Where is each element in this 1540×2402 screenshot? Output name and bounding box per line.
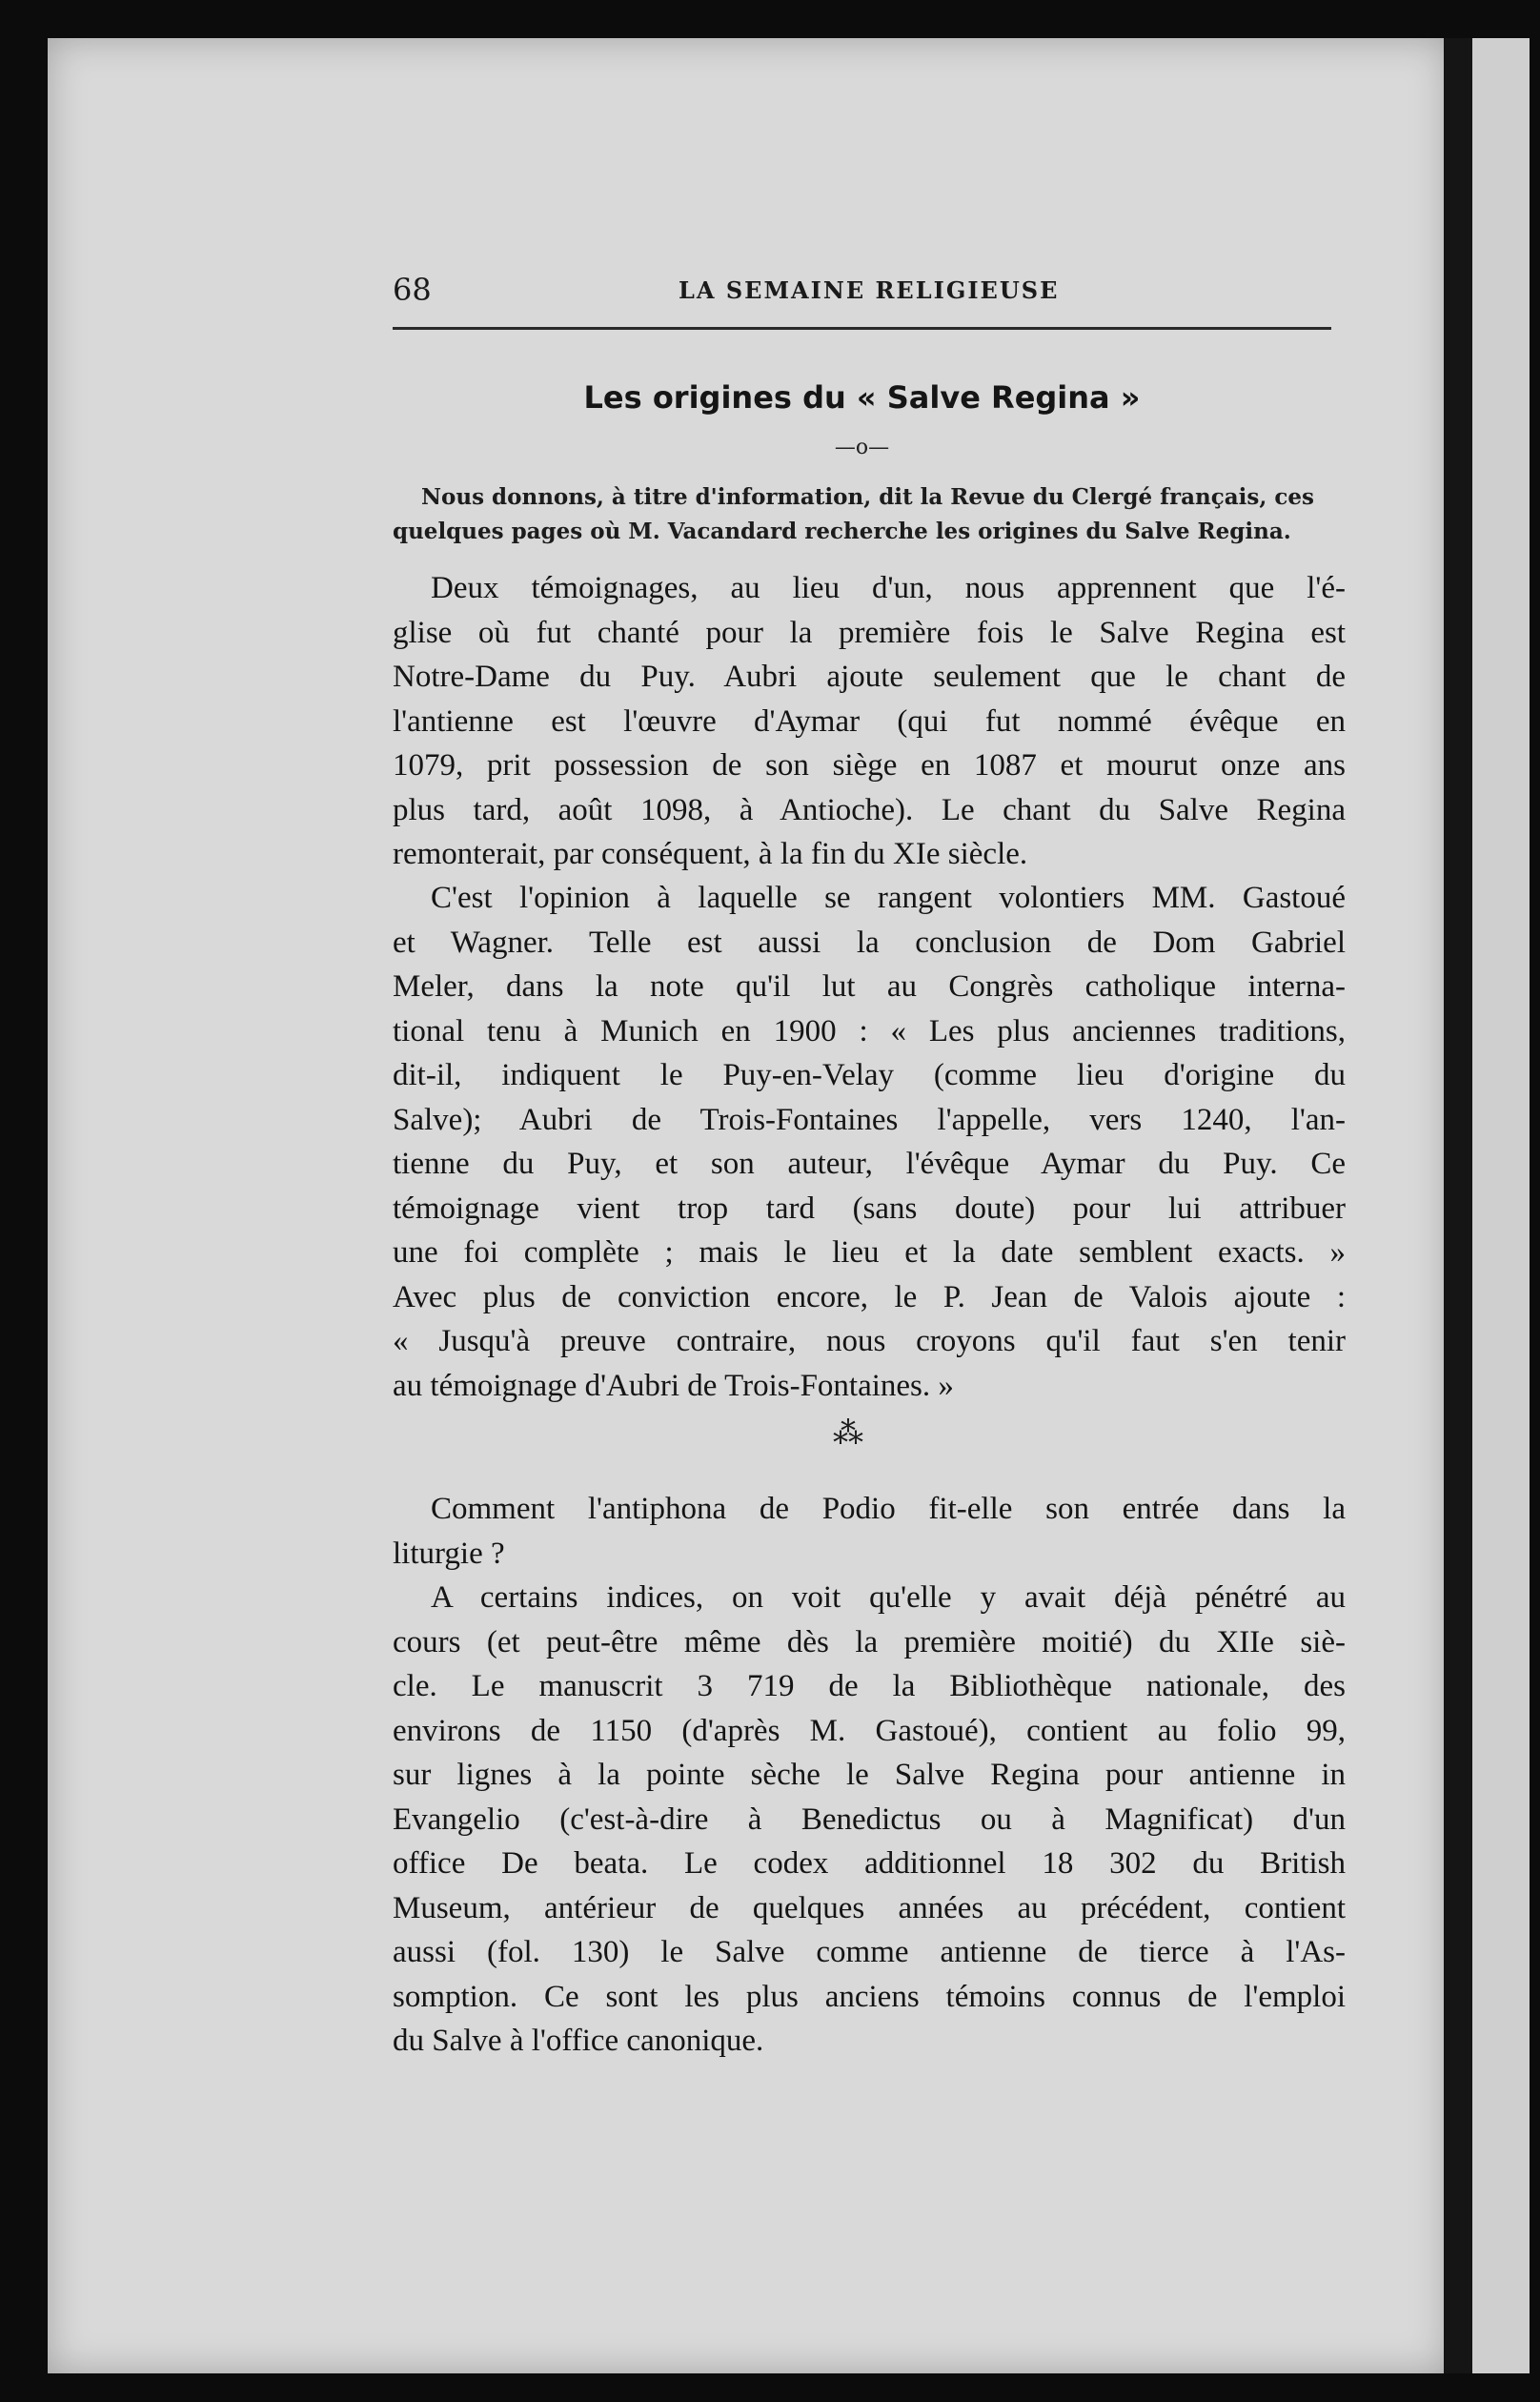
text-line: liturgie ?: [393, 1536, 505, 1571]
text-line: dit-il, indiquent le Puy-en-Velay (comme lieu d'origine du: [393, 1058, 1346, 1092]
title-ornament: —o—: [834, 436, 890, 459]
text-line: Meler, dans la note qu'il lut au Congrès catholique interna-: [393, 969, 1346, 1004]
running-head: LA SEMAINE RELIGIEUSE: [679, 276, 1060, 304]
article-title: Les origines du « Salve Regina »: [583, 379, 1141, 416]
text-line: 1079, prit possession de son siège en 1087 et mourut onze ans: [393, 748, 1346, 783]
intro-line: Nous donnons, à titre d'information, dit la Revue du Clergé français, ces: [421, 484, 1314, 510]
header-rule: [393, 327, 1331, 330]
text-line: Evangelio (c'est-à-dire à Benedictus ou à Magnificat) d'un: [393, 1802, 1346, 1837]
text-line: cours (et peut-être même dès la première moitié) du XIIe siè-: [393, 1624, 1346, 1659]
text-line: une foi complète ; mais le lieu et la date semblent exacts. »: [393, 1235, 1346, 1270]
text-line: office De beata. Le codex additionnel 18 302 du British: [393, 1846, 1346, 1881]
paragraph-4: [393, 1576, 1346, 2064]
text-line: Notre-Dame du Puy. Aubri ajoute seulement que le chant de: [393, 660, 1346, 694]
page-number: 68: [393, 272, 432, 308]
text-line: Deux témoignages, au lieu d'un, nous apprennent que l'é-: [431, 571, 1346, 605]
text-line: glise où fut chanté pour la première fois le Salve Regina est: [393, 615, 1346, 650]
paragraph-1: [393, 566, 1346, 877]
text-line: tional tenu à Munich en 1900 : « Les plus anciennes traditions,: [393, 1013, 1346, 1048]
facing-page-edge: [1472, 38, 1530, 2373]
text-line: l'antienne est l'œuvre d'Aymar (qui fut nommé évêque en: [393, 703, 1346, 739]
text-line: et Wagner. Telle est aussi la conclusion de Dom Gabriel: [393, 925, 1346, 960]
text-line: Museum, antérieur de quelques années au précédent, contient: [393, 1890, 1346, 1925]
text-line: somption. Ce sont les plus anciens témoins connus de l'emploi: [393, 1979, 1346, 2014]
text-line: témoignage vient trop tard (sans doute) pour lui attribuer: [393, 1191, 1346, 1226]
text-line: A certains indices, on voit qu'elle y avait déjà pénétré au: [431, 1580, 1346, 1615]
text-line: du Salve à l'office canonique.: [393, 2024, 764, 2058]
paragraph-2: [393, 876, 1346, 1408]
text-line: plus tard, août 1098, à Antioche). Le chant du Salve Regina: [393, 792, 1346, 827]
text-line: aussi (fol. 130) le Salve comme antienne de tierce à l'As-: [393, 1935, 1346, 1969]
text-line: remonterait, par conséquent, à la fin du XIe siècle.: [393, 837, 1028, 871]
text-line: Comment l'antiphona de Podio fit-elle son entrée dans la: [431, 1492, 1346, 1526]
text-line: tienne du Puy, et son auteur, l'évêque Aymar du Puy. Ce: [393, 1147, 1346, 1181]
section-asterism: ⁂: [833, 1415, 863, 1451]
intro-note: [393, 480, 1331, 549]
text-line: Avec plus de conviction encore, le P. Jean de Valois ajoute :: [393, 1279, 1346, 1314]
text-line: environs de 1150 (d'après M. Gastoué), contient au folio 99,: [393, 1713, 1346, 1748]
text-line: cle. Le manuscrit 3 719 de la Bibliothèque nationale, des: [393, 1669, 1346, 1703]
book-gutter: [1444, 38, 1472, 2373]
intro-line: quelques pages où M. Vacandard recherche les origines du Salve Regina.: [393, 519, 1291, 544]
text-line: au témoignage d'Aubri de Trois-Fontaines. »: [393, 1368, 954, 1403]
text-line: Salve); Aubri de Trois-Fontaines l'appelle, vers 1240, l'an-: [393, 1102, 1346, 1137]
text-line: sur lignes à la pointe sèche le Salve Regina pour antienne in: [393, 1758, 1346, 1792]
page-header: [393, 272, 1331, 310]
paragraph-3: [393, 1487, 1346, 1576]
text-line: C'est l'opinion à laquelle se rangent volontiers MM. Gastoué: [431, 881, 1346, 915]
text-line: « Jusqu'à preuve contraire, nous croyons qu'il faut s'en tenir: [393, 1324, 1346, 1358]
